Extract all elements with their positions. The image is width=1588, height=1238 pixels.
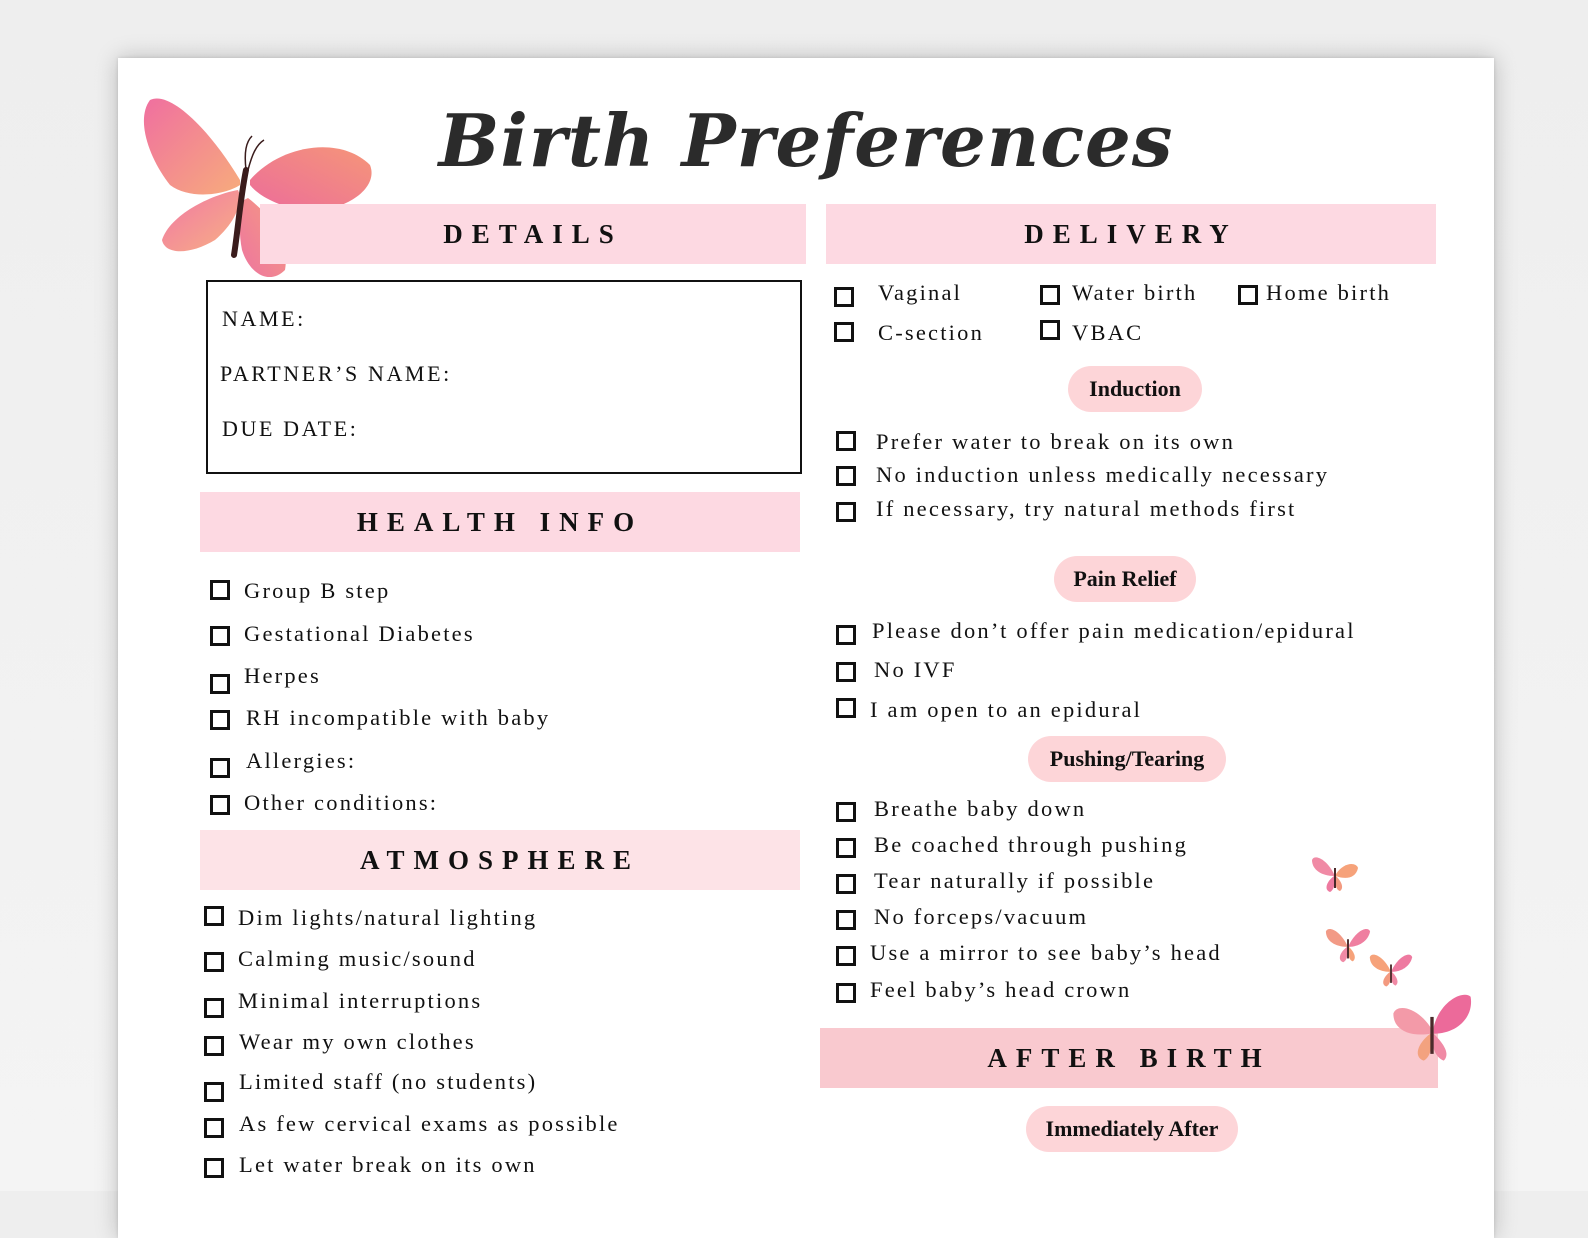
checkbox-square-icon[interactable] [204, 1036, 224, 1056]
due-date-field-label: DUE DATE: [222, 416, 359, 441]
induction-heading: Induction [1068, 366, 1202, 412]
checkbox-square-icon[interactable] [210, 580, 230, 600]
delivery-option-vaginal: Vaginal [878, 280, 963, 305]
butterfly-icon [1310, 854, 1360, 894]
checkbox-square-icon[interactable] [204, 1158, 224, 1178]
partner-name-field-label: PARTNER’S NAME: [220, 361, 452, 386]
checkbox-square-icon[interactable] [836, 698, 856, 718]
delivery-heading: DELIVERY [826, 204, 1436, 264]
health-item-herpes: Herpes [244, 663, 321, 688]
checkbox-square-icon[interactable] [836, 874, 856, 894]
checkbox-square-icon[interactable] [836, 838, 856, 858]
checkbox-square-icon[interactable] [836, 466, 856, 486]
atmosphere-item-water-break: Let water break on its own [239, 1152, 537, 1177]
immediately-after-heading: Immediately After [1026, 1106, 1238, 1152]
checkbox-square-icon[interactable] [836, 625, 856, 645]
pushing-item-crown: Feel baby’s head crown [870, 977, 1132, 1002]
delivery-option-home-birth: Home birth [1266, 280, 1392, 305]
pain-relief-item-no-offer: Please don’t offer pain medication/epidural [872, 618, 1356, 643]
butterfly-icon [1390, 990, 1474, 1064]
checkbox-square-icon[interactable] [834, 287, 854, 307]
checkbox-square-icon[interactable] [204, 998, 224, 1018]
atmosphere-item-limited-staff: Limited staff (no students) [239, 1069, 538, 1094]
pain-relief-item-no-ivf: No IVF [874, 657, 957, 682]
pushing-item-mirror: Use a mirror to see baby’s head [870, 940, 1222, 965]
atmosphere-item-dim-lights: Dim lights/natural lighting [238, 905, 538, 930]
checkbox-square-icon[interactable] [210, 795, 230, 815]
health-info-heading: HEALTH INFO [200, 492, 800, 552]
atmosphere-heading: ATMOSPHERE [200, 830, 800, 890]
induction-item-no-induction: No induction unless medically necessary [876, 462, 1330, 487]
pain-relief-item-epidural: I am open to an epidural [870, 697, 1143, 722]
delivery-option-vbac: VBAC [1072, 320, 1144, 345]
health-item-group-b: Group B step [244, 578, 391, 603]
checkbox-square-icon[interactable] [836, 983, 856, 1003]
checkbox-square-icon[interactable] [1040, 320, 1060, 340]
pushing-item-tear: Tear naturally if possible [874, 868, 1156, 893]
checkbox-square-icon[interactable] [210, 710, 230, 730]
checkbox-square-icon[interactable] [204, 1082, 224, 1102]
delivery-option-water-birth: Water birth [1072, 280, 1198, 305]
atmosphere-item-cervical: As few cervical exams as possible [239, 1111, 620, 1136]
health-item-allergies: Allergies: [246, 748, 357, 773]
page-title: Birth Preferences [438, 98, 1174, 183]
health-item-other: Other conditions: [244, 790, 439, 815]
health-item-gestational-diabetes: Gestational Diabetes [244, 621, 475, 646]
checkbox-square-icon[interactable] [836, 946, 856, 966]
checkbox-square-icon[interactable] [210, 626, 230, 646]
pushing-item-breathe: Breathe baby down [874, 796, 1087, 821]
checkbox-square-icon[interactable] [834, 322, 854, 342]
checkbox-square-icon[interactable] [836, 431, 856, 451]
details-heading: DETAILS [260, 204, 806, 264]
checkbox-square-icon[interactable] [204, 952, 224, 972]
checkbox-square-icon[interactable] [836, 662, 856, 682]
atmosphere-item-clothes: Wear my own clothes [239, 1029, 476, 1054]
pushing-item-coached: Be coached through pushing [874, 832, 1189, 857]
checkbox-square-icon[interactable] [210, 758, 230, 778]
checkbox-square-icon[interactable] [204, 1118, 224, 1138]
butterfly-icon [1324, 924, 1372, 966]
induction-item-natural: If necessary, try natural methods first [876, 496, 1297, 521]
pushing-item-forceps: No forceps/vacuum [874, 904, 1089, 929]
health-item-rh: RH incompatible with baby [246, 705, 551, 730]
checkbox-square-icon[interactable] [836, 502, 856, 522]
pushing-tearing-heading: Pushing/Tearing [1028, 736, 1226, 782]
checkbox-square-icon[interactable] [1238, 285, 1258, 305]
after-birth-heading: AFTER BIRTH [820, 1028, 1438, 1088]
printable-page [118, 58, 1494, 1238]
checkbox-square-icon[interactable] [836, 910, 856, 930]
pain-relief-heading: Pain Relief [1054, 556, 1196, 602]
checkbox-square-icon[interactable] [204, 906, 224, 926]
name-field-label: NAME: [222, 306, 306, 331]
atmosphere-item-interruptions: Minimal interruptions [238, 988, 483, 1013]
butterfly-icon [1368, 950, 1414, 990]
delivery-option-c-section: C-section [878, 320, 985, 345]
checkbox-square-icon[interactable] [1040, 285, 1060, 305]
checkbox-square-icon[interactable] [836, 802, 856, 822]
induction-item-water: Prefer water to break on its own [876, 429, 1236, 454]
checkbox-square-icon[interactable] [210, 674, 230, 694]
atmosphere-item-music: Calming music/sound [238, 946, 477, 971]
